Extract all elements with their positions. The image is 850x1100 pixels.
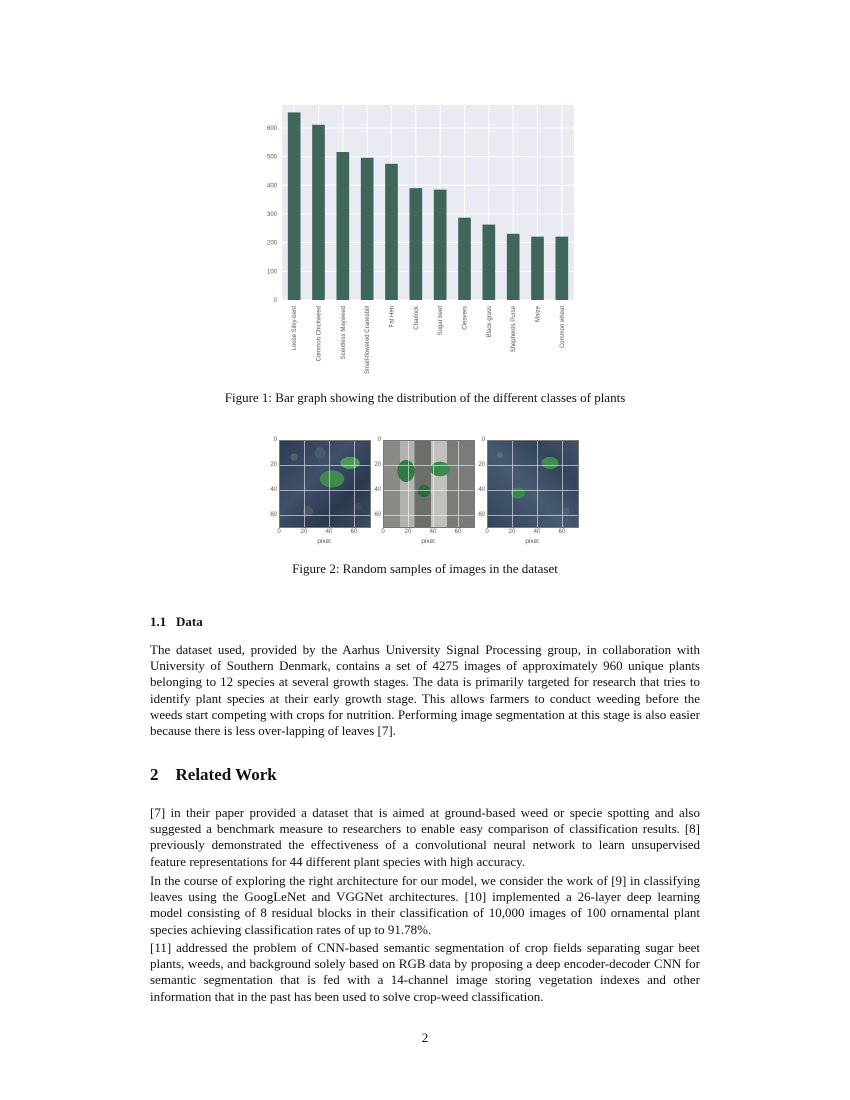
x-axis-label: pixel [317,538,331,545]
y-tick: 60 [478,512,485,518]
y-tick: 40 [374,487,381,493]
section-1-1-heading: 1.1 Data [150,614,203,629]
figure-2-caption: Figure 2: Random samples of images in the dataset [292,561,558,576]
sample-image-1 [255,432,359,550]
y-tick: 60 [270,512,277,518]
y-tick: 0 [377,437,381,443]
y-tick: 40 [478,487,485,493]
image-samples [255,432,595,552]
bar [531,237,544,300]
bar [434,190,447,300]
x-tick-label: Fat Hen [389,306,396,328]
x-tick: 40 [325,529,333,535]
x-tick-label: Cleavers [462,306,469,330]
bar [458,218,471,300]
y-tick-label: 0 [273,298,277,304]
bar [556,237,569,300]
sample-image-2 [359,432,463,550]
y-tick: 20 [374,462,381,468]
plant-photo [383,440,475,528]
x-tick-label: Shepherds Purse [511,306,518,353]
bar [410,188,423,300]
x-tick: 20 [404,529,412,535]
y-tick-label: 200 [266,240,277,247]
x-tick: 0 [485,529,489,535]
page-number: 2 [421,1030,429,1045]
y-tick-label: 300 [266,211,277,218]
x-tick-label: Black-grass [486,306,493,338]
class-distribution-bar-chart [250,100,590,385]
data-paragraph: The dataset used, provided by the Aarhus University Signal Processing group, in collaboration with University of Southern Denmark, contains a set of 4275 images of approximately 960 unique plants belonging to 12 species at several growth stages. The data is primarily targeted for research that tries to identify plant species at their early growth stage. This allows farmers to conduct weeding before the weeds start competing with crops for nutrition. Performing image segmentation at this stage is also easier because there is less over-lapping of leaves [7]. [150,642,700,739]
x-tick-label: Scentless Mayweed [340,306,347,360]
bar [337,152,350,300]
x-tick: 40 [429,529,437,535]
bar [288,112,301,300]
y-tick: 0 [481,437,485,443]
x-tick: 20 [508,529,516,535]
plant-photo [279,440,371,528]
x-tick: 0 [277,529,281,535]
related-work-paragraph-1: [7] in their paper provided a dataset that is aimed at ground-based weed or specie spotting and also suggested a benchmark measure to researchers to enable easy comparison of classification results. [8] previously demonstrated the effectiveness of a convolutional neural network to learn unsupervised feature representations for 44 different plant species with high accuracy. [150,805,700,869]
plot-background [282,105,574,300]
x-tick-label: Small-flowered Cranesbill [365,306,372,375]
x-tick-label: Loose Silky-bent [292,306,299,351]
bar [483,225,496,300]
sample-image-3 [463,432,567,550]
x-tick: 60 [454,529,462,535]
y-tick-label: 600 [266,125,277,132]
related-work-paragraph-3: [11] addressed the problem of CNN-based semantic segmentation of crop fields separating sugar beet plants, weeds, and background solely based on RGB data by proposing a deep encoder-decoder CNN for semantic segmentation that is fed with a 14-channel image storing vegetation indexes and other information that in the past has been used to solve crop-weed classification. [150,940,700,1004]
y-tick-label: 500 [266,154,277,161]
y-tick: 60 [374,512,381,518]
bar [361,158,374,300]
x-tick: 40 [533,529,541,535]
related-work-paragraph-2: In the course of exploring the right architecture for our model, we consider the work of [9] in classifying leaves using the GoogLeNet and VGGNet architectures. [10] implemented a 26-layer deep learning model consisting of 8 residual blocks in their classification of 10,000 images of 100 ornamental plant species achieving classification rates of up to 91.78%. [150,873,700,937]
bar [507,234,520,300]
y-tick: 20 [270,462,277,468]
x-tick: 20 [300,529,308,535]
x-tick-label: Common Chickweed [316,306,323,362]
x-axis-label: pixel [525,538,539,545]
y-tick-label: 100 [266,269,277,276]
y-tick: 0 [273,437,277,443]
x-tick: 60 [350,529,358,535]
y-tick: 20 [478,462,485,468]
x-tick-label: Charlock [413,306,420,330]
x-axis-label: pixel [421,538,435,545]
y-tick: 40 [270,487,277,493]
x-tick-label: Sugar beet [438,306,445,336]
plant-photo [487,440,579,528]
figure-1-caption: Figure 1: Bar graph showing the distribution of the different classes of plants [224,390,626,405]
bar [385,164,398,300]
y-tick-label: 400 [266,183,277,190]
x-tick-label: Maize [535,306,542,323]
x-tick: 60 [558,529,566,535]
x-tick: 0 [381,529,385,535]
x-tick-label: Common wheat [559,306,566,349]
section-2-heading: 2 Related Work [150,765,277,784]
bar [312,125,325,300]
